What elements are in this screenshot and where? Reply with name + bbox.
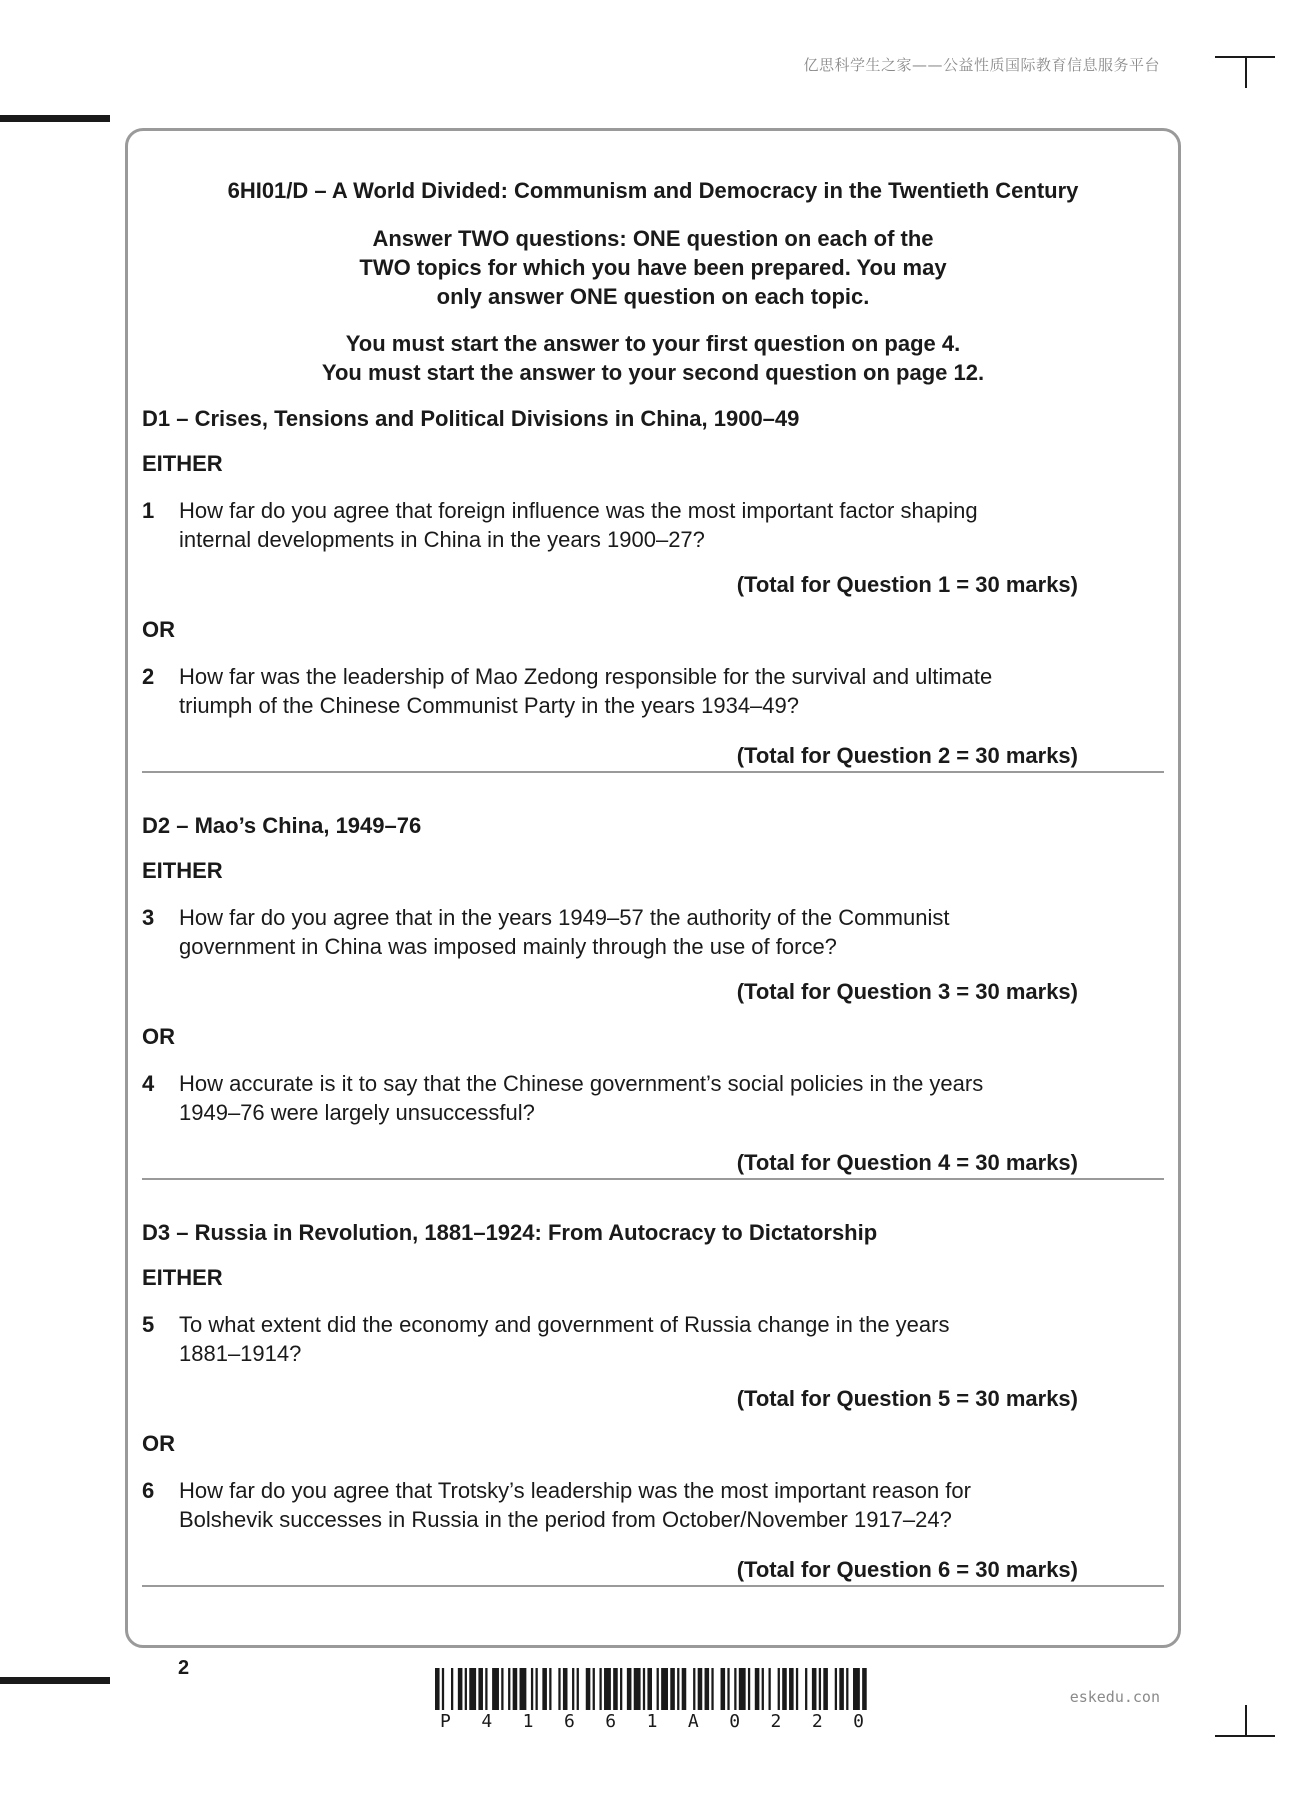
question-5 [142, 1310, 1164, 1368]
barcode-char: 0 [729, 1711, 741, 1732]
barcode-bar [442, 1668, 444, 1710]
either-label: EITHER [142, 1265, 223, 1290]
barcode-bar [478, 1668, 483, 1710]
barcode-bar [451, 1668, 453, 1710]
or-label: OR [142, 617, 175, 642]
barcode-bar [805, 1668, 807, 1710]
barcode-bar [661, 1668, 668, 1710]
barcode-bar [693, 1668, 695, 1710]
barcode-char: 6 [605, 1711, 617, 1732]
barcode-bar [604, 1668, 611, 1710]
barcode-bar [739, 1668, 746, 1710]
question-text: How far was the leadership of Mao Zedong responsible for the survival and ultimate triumph of the Chinese Communist Party in the years 1934–49? [179, 664, 993, 718]
barcode-bar [577, 1668, 579, 1710]
either-label: EITHER [142, 858, 223, 883]
instruction-start-pages: You must start the answer to your first question on page 4. You must start the answer to your second question on page 12. [321, 331, 985, 385]
barcode-bar [846, 1668, 848, 1710]
barcode-bar [835, 1668, 837, 1710]
question-text: How accurate is it to say that the Chinese government’s social policies in the years 1949–76 were largely unsuccessful? [179, 1071, 984, 1125]
barcode-bar [812, 1668, 817, 1710]
question-number: 3 [142, 905, 155, 930]
question-text: How far do you agree that foreign influence was the most important factor shaping internal developments in China in the years 1900–27? [179, 498, 978, 552]
watermark-bottom: eskedu.con [1069, 1688, 1160, 1706]
barcode-bar [853, 1668, 860, 1710]
exam-content [142, 128, 1164, 1587]
barcode-bar [549, 1668, 551, 1710]
barcode [435, 1668, 869, 1710]
watermark-top: 亿思科学生之家——公益性质国际教育信息服务平台 [803, 56, 1160, 74]
barcode-char: 4 [481, 1711, 493, 1732]
barcode-bar [613, 1668, 618, 1710]
barcode-bar [796, 1668, 798, 1710]
barcode-bar [572, 1668, 574, 1710]
barcode-bar [721, 1668, 726, 1710]
question-text: How far do you agree that in the years 1949–57 the authority of the Communist government in China was imposed mainly through the use of force? [179, 905, 950, 959]
barcode-bar [593, 1668, 595, 1710]
section-divider [142, 1585, 1164, 1587]
barcode-bar [558, 1668, 560, 1710]
barcode-bar [520, 1668, 527, 1710]
question-number: 1 [142, 498, 155, 523]
barcode-bar [762, 1668, 764, 1710]
question-2-total: (Total for Question 2 = 30 marks) [736, 743, 1078, 768]
barcode-bar [823, 1668, 828, 1710]
barcode-char: 6 [563, 1711, 575, 1732]
barcode-bar [705, 1668, 710, 1710]
barcode-bar [501, 1668, 503, 1710]
question-number: 5 [142, 1312, 155, 1337]
question-4-total: (Total for Question 4 = 30 marks) [736, 1150, 1078, 1175]
barcode-bar [634, 1668, 641, 1710]
or-label: OR [142, 1431, 175, 1456]
barcode-bar [727, 1668, 729, 1710]
barcode-bar [677, 1668, 679, 1710]
or-label: OR [142, 1024, 175, 1049]
barcode-bar [748, 1668, 750, 1710]
barcode-bar [435, 1668, 440, 1710]
crop-mark-top-v [1245, 56, 1247, 88]
side-bar-bottom [0, 1677, 110, 1684]
barcode-bar [819, 1668, 821, 1710]
barcode-bar [647, 1668, 652, 1710]
topic-d2-title: D2 – Mao’s China, 1949–76 [142, 813, 422, 838]
barcode-bar [469, 1668, 476, 1710]
barcode-char: A [687, 1711, 699, 1732]
barcode-char: 1 [646, 1711, 658, 1732]
question-4 [142, 1069, 1164, 1127]
side-bar-top [0, 115, 110, 122]
paper-title: 6HI01/D – A World Divided: Communism and Democracy in the Twentieth Century [227, 178, 1079, 203]
barcode-bar [657, 1668, 659, 1710]
barcode-char: 1 [522, 1711, 534, 1732]
barcode-bar [862, 1668, 867, 1710]
barcode-bar [711, 1668, 713, 1710]
question-1-total: (Total for Question 1 = 30 marks) [736, 572, 1078, 597]
barcode-bar [563, 1668, 568, 1710]
barcode-char: 2 [770, 1711, 782, 1732]
barcode-bar [643, 1668, 645, 1710]
barcode-bar [670, 1668, 675, 1710]
barcode-bar [458, 1668, 463, 1710]
barcode-bar [682, 1668, 687, 1710]
barcode-bar [755, 1668, 760, 1710]
question-3-total: (Total for Question 3 = 30 marks) [736, 979, 1078, 1004]
barcode-bar [492, 1668, 499, 1710]
question-6-total: (Total for Question 6 = 30 marks) [736, 1557, 1078, 1582]
barcode-bar [734, 1668, 736, 1710]
barcode-bar [513, 1668, 518, 1710]
page-number: 2 [178, 1657, 190, 1679]
crop-mark-bottom-v [1245, 1705, 1247, 1737]
barcode-bar [789, 1668, 794, 1710]
barcode-bar [778, 1668, 780, 1710]
barcode-bar [782, 1668, 787, 1710]
topic-d1-title: D1 – Crises, Tensions and Political Divisions in China, 1900–49 [142, 406, 800, 431]
barcode-bar [542, 1668, 547, 1710]
barcode-bar [536, 1668, 538, 1710]
barcode-char: 2 [811, 1711, 823, 1732]
barcode-bar [698, 1668, 703, 1710]
question-number: 6 [142, 1478, 155, 1503]
barcode-bar [599, 1668, 601, 1710]
question-5-total: (Total for Question 5 = 30 marks) [736, 1386, 1078, 1411]
barcode-char: 0 [853, 1711, 864, 1732]
barcode-bar [586, 1668, 591, 1710]
barcode-bar [485, 1668, 487, 1710]
barcode-bar [839, 1668, 844, 1710]
barcode-bar [465, 1668, 467, 1710]
question-number: 4 [142, 1071, 155, 1096]
question-text: How far do you agree that Trotsky’s leadership was the most important reason for Bolshevik successes in Russia in the period from October/November 1917–24? [179, 1478, 971, 1532]
barcode-bar [627, 1668, 632, 1710]
barcode-bar [531, 1668, 533, 1710]
barcode-bar [620, 1668, 622, 1710]
barcode-bar [508, 1668, 510, 1710]
question-text: To what extent did the economy and government of Russia change in the years 1881–1914? [179, 1312, 950, 1366]
question-2 [142, 662, 1164, 720]
question-6 [142, 1476, 1164, 1534]
barcode-bar [768, 1668, 770, 1710]
topic-d3-title: D3 – Russia in Revolution, 1881–1924: From Autocracy to Dictatorship [142, 1220, 878, 1245]
question-3 [142, 903, 1164, 961]
either-label: EITHER [142, 451, 223, 476]
instruction-answer-two: Answer TWO questions: ONE question on each of the TWO topics for which you have been prepared. You may only answer ONE question on each topic. [359, 226, 947, 309]
question-number: 2 [142, 664, 155, 689]
barcode-text [440, 1711, 864, 1732]
barcode-char: P [440, 1711, 451, 1732]
question-1 [142, 496, 1164, 554]
